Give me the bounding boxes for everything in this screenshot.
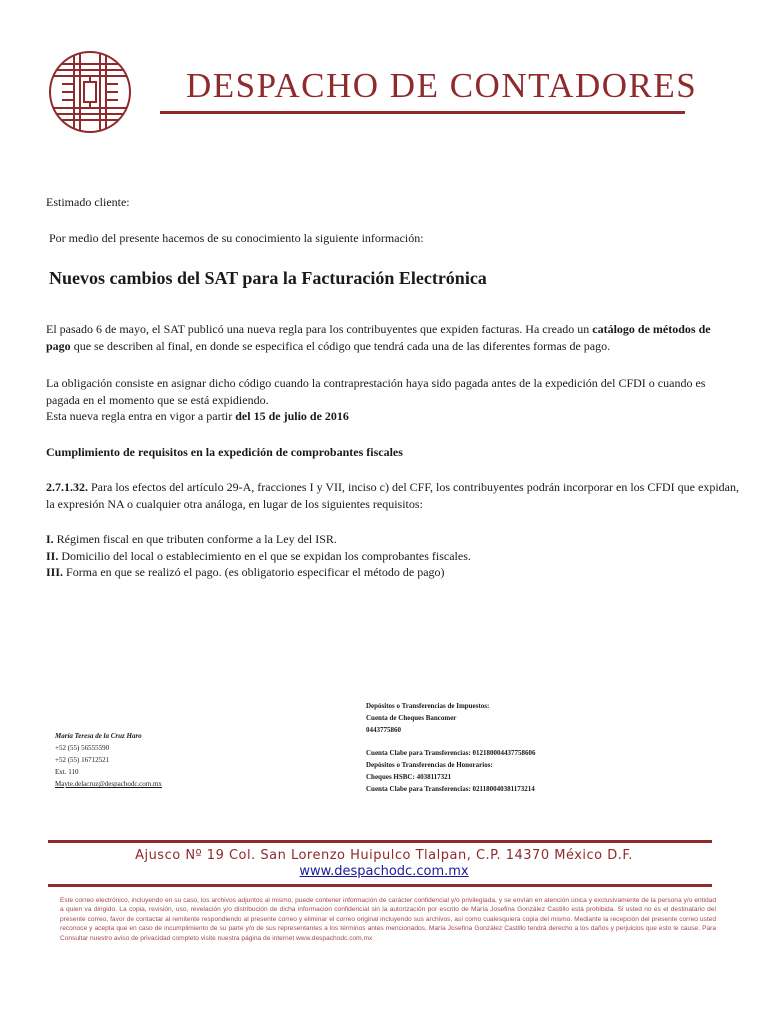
- list-text: Domicilio del local o establecimiento en el que se expidan los comprobantes fiscales.: [58, 548, 471, 563]
- contact-block: [55, 730, 162, 790]
- despacho-logo-circle-icon: [48, 50, 132, 134]
- contact-email-link[interactable]: Mayte.delacruz@despachodc.com.mx: [55, 780, 162, 788]
- contact-phone: +52 (55) 16712521: [55, 756, 110, 764]
- list-item: [46, 564, 746, 581]
- bank-info-block: [366, 700, 536, 795]
- bank-account: Cuenta de Cheques Bancomer: [366, 714, 457, 722]
- bank-clabe: Cuenta Clabe para Transferencias: 021180040381173214: [366, 785, 535, 793]
- header-divider: [160, 111, 685, 114]
- confidentiality-disclaimer: Este correo electrónico, incluyendo en su caso, los archivos adjuntos al mismo, puede contener información de carácter confidencial y/o privilegiada, y se envían en atención única y exclusivamente de la persona y/o entidad a quien va dirigido. La copia, revisión, uso, revelación y/o distribución de dicha información confidencial sin la autorización por escrito de María Josefina González Castillo está prohibida. Si usted no es el destinatario del presente correo, favor de contactar al remitente respondiendo al presente correo y eliminar el correo original incluyendo sus archivos, así como cualesquiera copia del mismo. Mediante la recepción del presente correo usted reconoce y acepta que en caso de incumplimiento de su parte y/o de sus representantes a los términos antes mencionados, María Josefina González Castillo tendrá derecho a los daños y perjuicios que esto le cause. Para Consultar nuestro aviso de privacidad completo visite nuestra página de internet www.despachodc.com.mx: [60, 897, 716, 942]
- document-title: Nuevos cambios del SAT para la Facturación Electrónica: [49, 268, 487, 288]
- contact-phone: +52 (55) 56555590: [55, 744, 110, 752]
- effective-date: del 15 de julio de 2016: [235, 409, 349, 423]
- intro-text: Por medio del presente hacemos de su conocimiento la siguiente información:: [49, 231, 424, 245]
- emphasis-text: catálogo de métodos de pago: [46, 322, 711, 353]
- bank-account: Cheques HSBC: 4038117321: [366, 773, 452, 781]
- contact-name: María Teresa de la Cruz Haro: [55, 732, 142, 740]
- greeting: Estimado cliente:: [46, 195, 130, 209]
- bank-heading: Depósitos o Transferencias de Honorarios:: [366, 761, 493, 769]
- paragraph-sat-rule: [46, 321, 736, 354]
- bank-account-number: 0443775860: [366, 726, 401, 734]
- paragraph-text: El pasado 6 de mayo, el SAT publicó una nueva regla para los contribuyentes que expiden facturas. Ha creado un: [46, 322, 593, 336]
- rule-number: 2.7.1.32.: [46, 480, 88, 494]
- paragraph-text: Esta nueva regla entra en vigor a partir: [46, 409, 236, 423]
- list-item: [46, 531, 746, 548]
- list-text: Forma en que se realizó el pago. (es obligatorio especificar el método de pago): [63, 565, 445, 579]
- list-number: II.: [46, 548, 59, 563]
- bank-heading: Depósitos o Transferencias de Impuestos:: [366, 702, 490, 710]
- paragraph-text: Para los efectos del artículo 29-A, fracciones I y VII, inciso c) del CFF, los contribuyentes podrán incorporar en los CFDI que expidan, la expresión NA o cualquier otra análoga, en lugar de los siguientes requisitos:: [46, 480, 739, 511]
- contact-extension: Ext. 110: [55, 768, 79, 776]
- list-number: III.: [46, 565, 64, 579]
- requirements-list: [46, 531, 746, 581]
- brand-title: DESPACHO DE CONTADORES: [186, 66, 698, 105]
- paragraph-text: La obligación consiste en asignar dicho código cuando la contraprestación haya sido pagada antes de la expedición del CFDI o cuando es pagada en el momento que se está expidiendo.: [46, 376, 706, 407]
- bank-clabe: Cuenta Clabe para Transferencias: 012180004437758606: [366, 749, 536, 757]
- footer-divider: [48, 840, 712, 843]
- effective-date-line: [46, 408, 736, 425]
- paragraph-rule-2-7-1-32: [46, 479, 746, 512]
- paragraph-text: que se describen al final, en donde se especifica el código que tendrá cada una de las diferentes formas de pago.: [70, 338, 611, 353]
- section-heading: Cumplimiento de requisitos en la expedición de comprobantes fiscales: [46, 445, 403, 459]
- footer-website-link[interactable]: www.despachodc.com.mx: [299, 864, 469, 879]
- footer-address: Ajusco Nº 19 Col. San Lorenzo Huipulco Tlalpan, C.P. 14370 México D.F.: [135, 848, 633, 863]
- list-number: I.: [46, 532, 54, 546]
- paragraph-obligation: [46, 375, 736, 425]
- footer-divider: [48, 884, 712, 887]
- list-item: [46, 548, 746, 565]
- list-text: Régimen fiscal en que tributen conforme a la Ley del ISR.: [53, 532, 337, 546]
